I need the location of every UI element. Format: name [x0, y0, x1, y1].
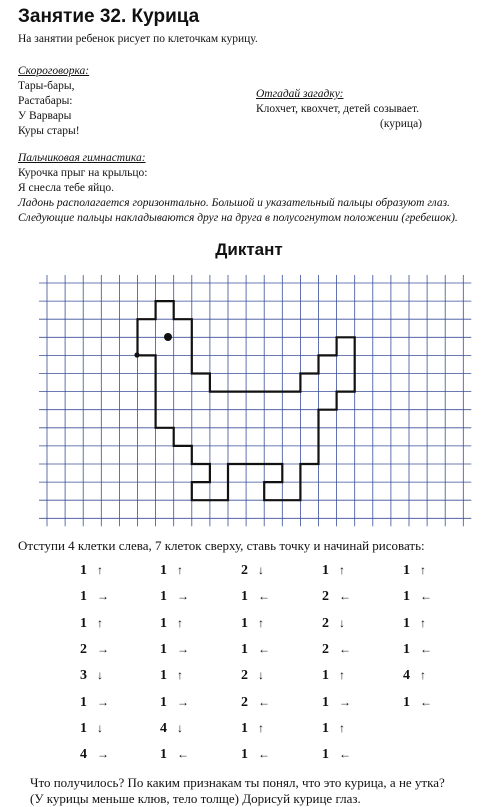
step-count: 1	[80, 720, 87, 736]
tongue-twister-line: Куры стары!	[18, 125, 80, 137]
step-count: 1	[322, 694, 329, 710]
arrow-left-icon: ←	[420, 694, 432, 709]
arrow-up-icon: ↑	[177, 563, 183, 577]
arrow-up-icon: ↑	[177, 668, 183, 683]
step-count: 1	[160, 694, 167, 710]
arrow-right-icon: →	[97, 589, 109, 604]
arrow-up-icon: ↑	[258, 615, 264, 630]
step-cell	[153, 563, 183, 579]
step-count: 1	[160, 641, 167, 657]
arrow-right-icon: →	[177, 694, 189, 709]
arrow-right-icon: →	[177, 641, 189, 656]
arrow-down-icon: ↓	[258, 563, 264, 577]
arrow-up-icon: ↑	[339, 668, 345, 683]
riddle-label: Отгадай загадку:	[256, 88, 344, 100]
arrow-left-icon: ←	[258, 589, 270, 604]
start-point	[134, 352, 139, 357]
arrow-left-icon: ←	[258, 694, 270, 709]
step-cell	[315, 589, 351, 605]
arrow-up-icon: ↑	[420, 563, 426, 577]
step-count: 2	[322, 641, 329, 657]
arrow-right-icon: →	[177, 589, 189, 604]
step-count: 1	[403, 694, 410, 710]
step-count: 1	[403, 589, 410, 605]
arrow-left-icon: ←	[177, 747, 189, 762]
arrow-up-icon: ↑	[97, 615, 103, 630]
tongue-twister-label: Скороговорка:	[18, 65, 90, 77]
arrow-right-icon: →	[339, 694, 351, 709]
tongue-twister-line: Растабары:	[18, 95, 73, 107]
question-line: Что получилось? По каким признакам ты понял, что это курица, а не утка?	[30, 775, 445, 790]
arrow-up-icon: ↑	[420, 668, 426, 683]
step-cell	[73, 616, 103, 632]
step-count: 1	[241, 641, 248, 657]
step-count: 1	[241, 747, 248, 763]
step-count: 1	[403, 563, 410, 578]
step-count: 1	[322, 563, 329, 578]
step-cell	[234, 589, 270, 605]
step-cell	[396, 563, 426, 579]
step-cell	[234, 695, 270, 711]
step-count: 4	[80, 747, 87, 763]
finger-gym-note: Ладонь располагается горизонтально. Большой и указательный пальцы образуют глаз.	[18, 197, 450, 209]
finger-gym-line: Я снесла тебе яйцо.	[18, 182, 115, 194]
arrow-left-icon: ←	[420, 641, 432, 656]
dictation-instruction: Отступи 4 клетки слева, 7 клеток сверху, ставь точку и начинай рисовать:	[18, 538, 425, 553]
step-cell	[234, 642, 270, 658]
arrow-right-icon: →	[97, 694, 109, 709]
step-cell	[234, 616, 264, 632]
step-cell	[153, 668, 183, 684]
riddle-answer: (курица)	[380, 118, 422, 130]
step-cell	[396, 668, 426, 684]
step-cell	[315, 668, 345, 684]
arrow-down-icon: ↓	[339, 615, 345, 630]
page-title: Занятие 32. Курица	[18, 6, 200, 27]
arrow-up-icon: ↑	[339, 720, 345, 735]
step-cell	[73, 642, 109, 658]
tongue-twister-line: Тары-бары,	[18, 80, 75, 92]
step-cell	[315, 642, 351, 658]
step-count: 2	[322, 615, 329, 631]
arrow-up-icon: ↑	[258, 720, 264, 735]
step-cell	[153, 747, 189, 763]
arrow-up-icon: ↑	[177, 615, 183, 630]
step-cell	[234, 668, 264, 684]
step-count: 4	[403, 668, 410, 684]
step-cell	[315, 616, 345, 632]
step-count: 1	[160, 615, 167, 631]
chicken-eye	[164, 333, 172, 341]
arrow-up-icon: ↑	[420, 615, 426, 630]
arrow-left-icon: ←	[339, 641, 351, 656]
step-cell	[315, 563, 345, 579]
step-cell	[315, 695, 351, 711]
step-cell	[73, 721, 103, 737]
step-cell	[153, 695, 189, 711]
question-line: (У курицы меньше клюв, тело толще) Дорисуй курице глаз.	[30, 791, 361, 806]
step-count: 1	[403, 641, 410, 657]
step-cell	[315, 721, 345, 737]
step-count: 1	[80, 615, 87, 631]
arrow-left-icon: ←	[258, 747, 270, 762]
riddle-text: Клохчет, квохчет, детей созывает.	[256, 103, 419, 115]
step-count: 2	[80, 641, 87, 657]
grid-lines	[39, 275, 471, 526]
step-cell	[153, 642, 189, 658]
step-count: 1	[322, 668, 329, 684]
arrow-up-icon: ↑	[97, 563, 103, 577]
step-count: 1	[160, 563, 167, 578]
step-cell	[73, 563, 103, 579]
step-count: 2	[241, 694, 248, 710]
step-cell	[396, 642, 432, 658]
step-count: 1	[80, 589, 87, 605]
step-cell	[153, 616, 183, 632]
step-count: 1	[241, 589, 248, 605]
dictation-title: Диктант	[215, 240, 283, 259]
step-count: 1	[241, 615, 248, 631]
arrow-down-icon: ↓	[97, 668, 103, 683]
arrow-left-icon: ←	[420, 589, 432, 604]
arrow-down-icon: ↓	[258, 668, 264, 683]
step-cell	[73, 695, 109, 711]
step-cell	[153, 721, 183, 737]
arrow-left-icon: ←	[339, 589, 351, 604]
step-count: 2	[322, 589, 329, 605]
step-count: 4	[160, 720, 167, 736]
finger-gym-line: Курочка прыг на крыльцо:	[18, 167, 148, 179]
step-cell	[396, 616, 426, 632]
step-count: 2	[241, 563, 248, 578]
step-count: 2	[241, 668, 248, 684]
step-cell	[315, 747, 351, 763]
step-count: 1	[241, 720, 248, 736]
step-cell	[396, 695, 432, 711]
arrow-right-icon: →	[97, 641, 109, 656]
step-cell	[234, 747, 270, 763]
arrow-down-icon: ↓	[177, 720, 183, 735]
step-count: 1	[322, 747, 329, 763]
step-cell	[396, 589, 432, 605]
finger-gym-label: Пальчиковая гимнастика:	[18, 152, 146, 164]
arrow-right-icon: →	[97, 747, 109, 762]
step-count: 1	[80, 563, 87, 578]
step-count: 1	[160, 668, 167, 684]
step-cell	[234, 563, 264, 579]
step-count: 1	[160, 747, 167, 763]
arrow-left-icon: ←	[258, 641, 270, 656]
step-cell	[73, 668, 103, 684]
step-cell	[234, 721, 264, 737]
step-count: 1	[322, 720, 329, 736]
step-count: 1	[160, 589, 167, 605]
tongue-twister-line: У Варвары	[18, 110, 72, 122]
step-count: 1	[403, 615, 410, 631]
step-cell	[73, 747, 109, 763]
finger-gym-note: Следующие пальцы накладываются друг на друга в полусогнутом положении (гребешок).	[18, 212, 458, 224]
arrow-up-icon: ↑	[339, 563, 345, 577]
step-cell	[73, 589, 109, 605]
step-cell	[153, 589, 189, 605]
step-count: 1	[80, 694, 87, 710]
arrow-down-icon: ↓	[97, 720, 103, 735]
page-subtitle: На занятии ребенок рисует по клеточкам курицу.	[18, 33, 258, 45]
arrow-left-icon: ←	[339, 747, 351, 762]
step-count: 3	[80, 668, 87, 684]
